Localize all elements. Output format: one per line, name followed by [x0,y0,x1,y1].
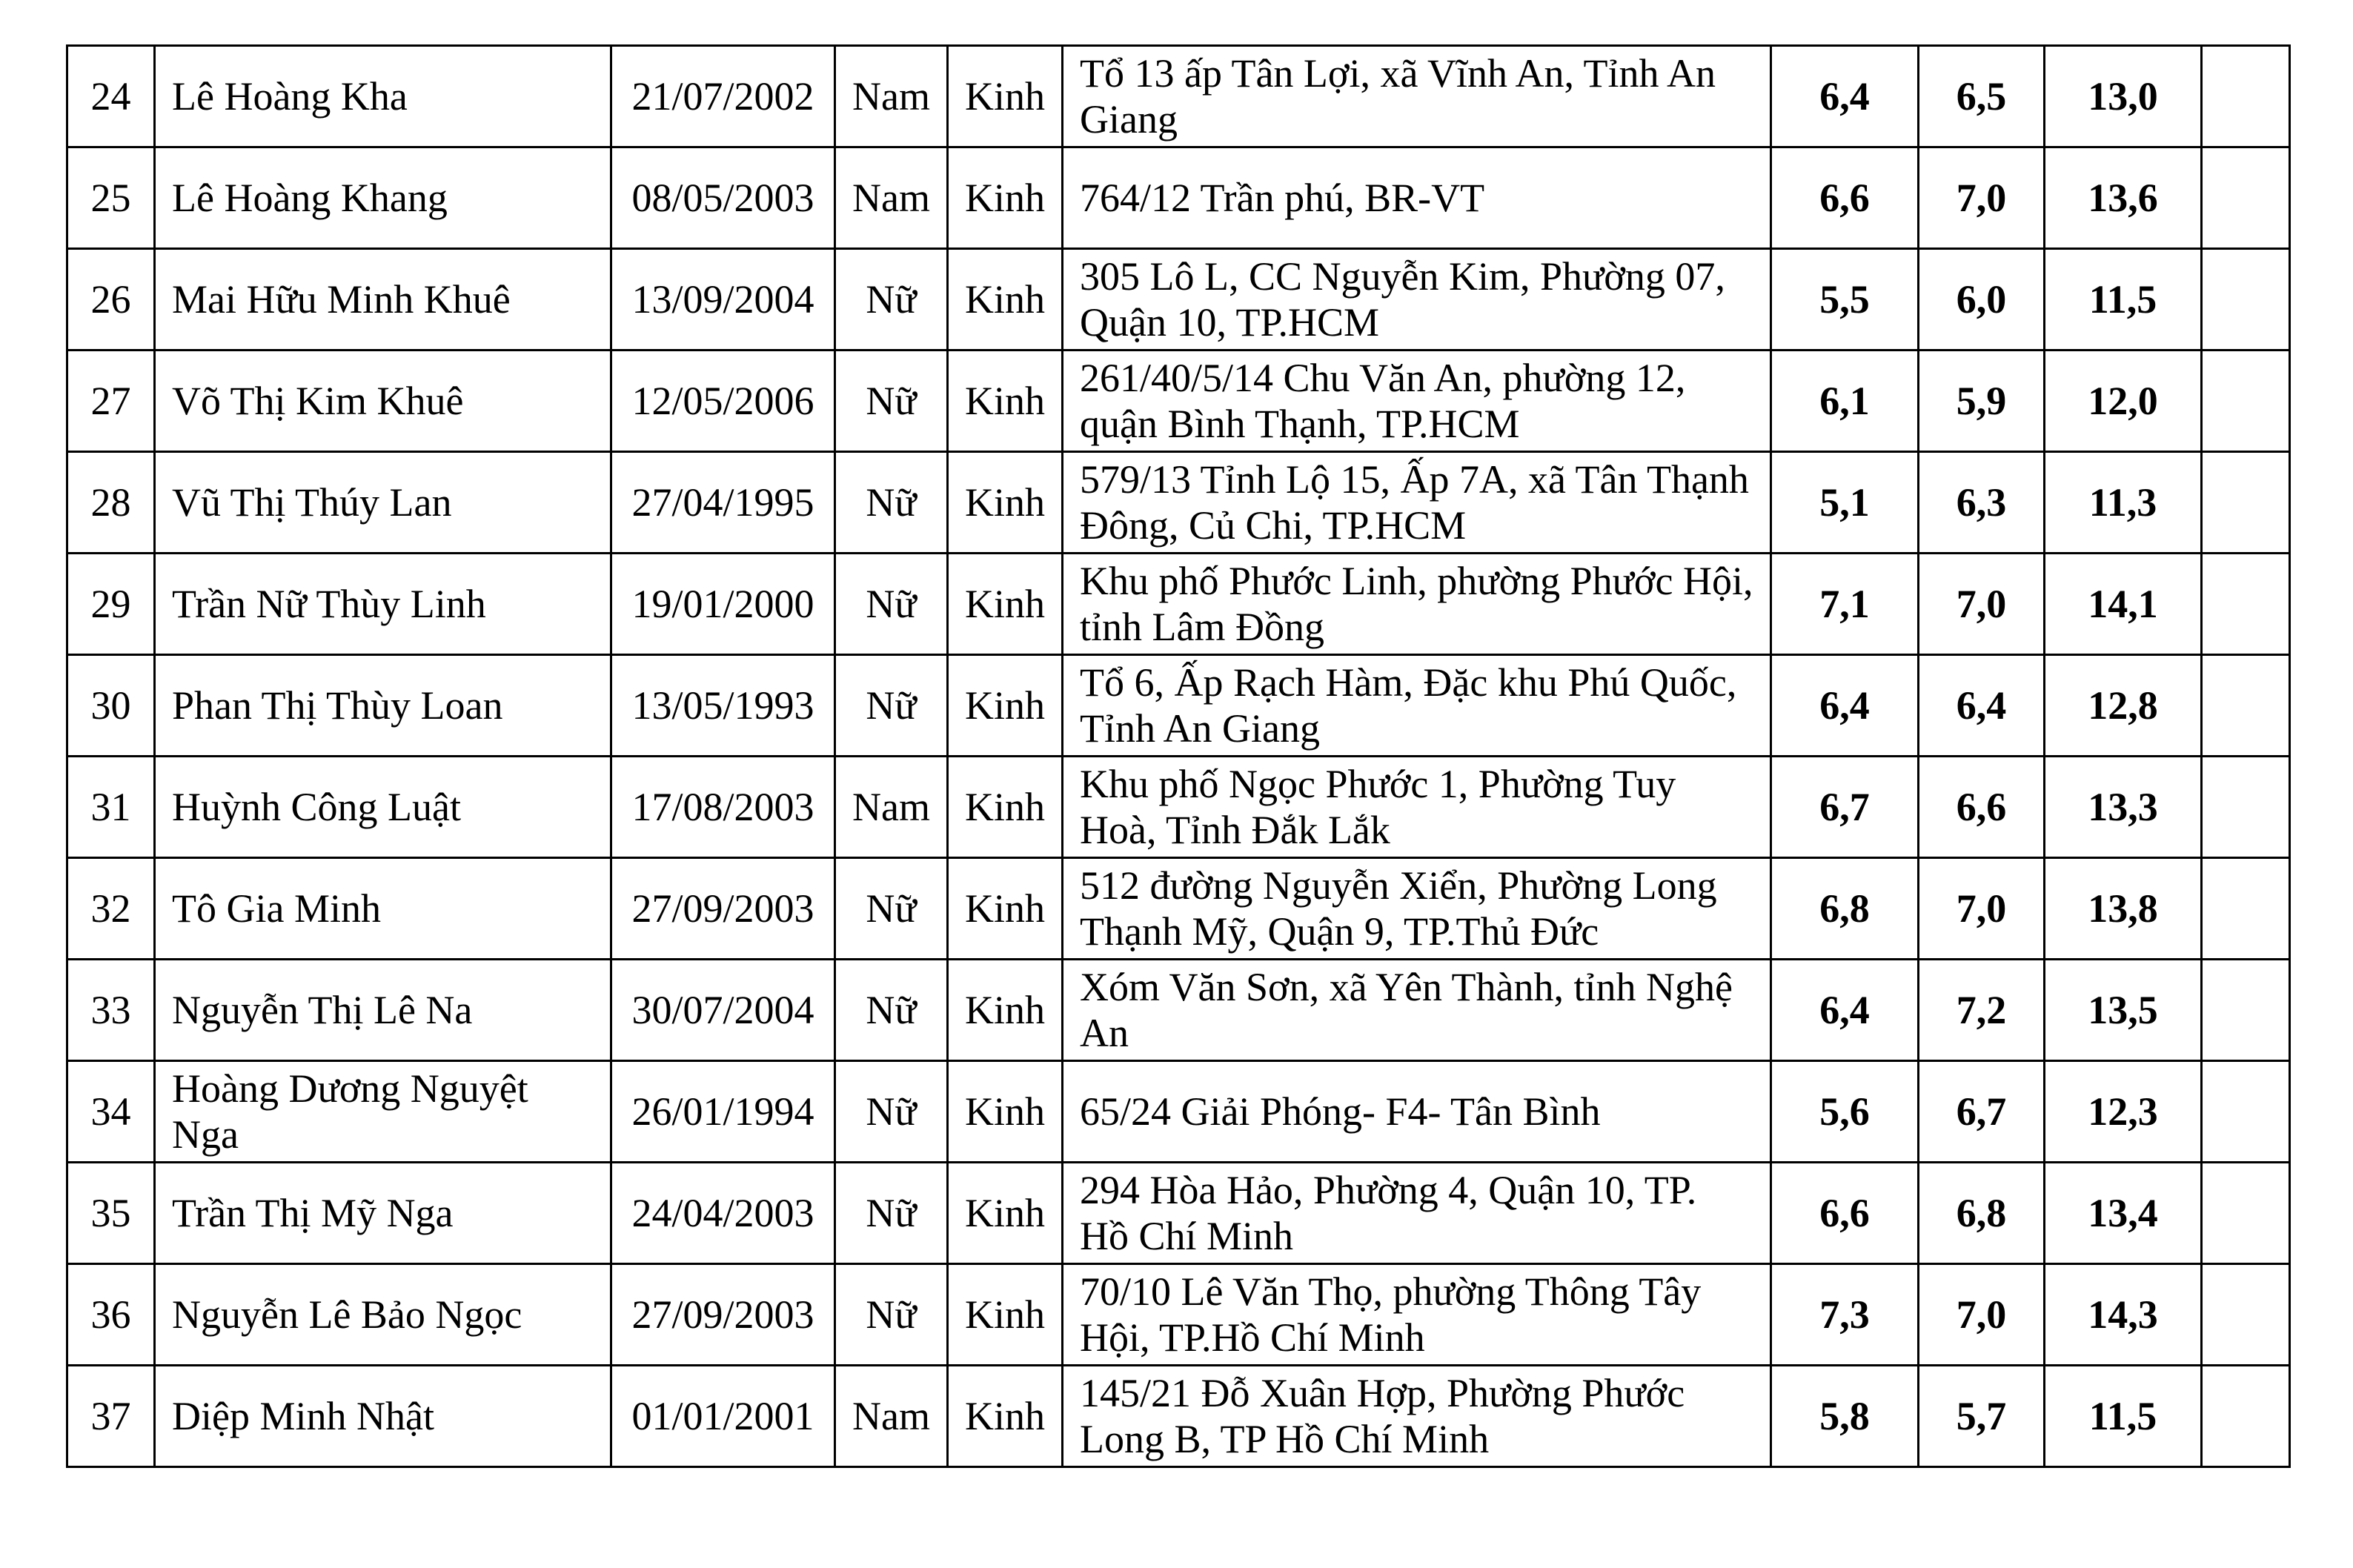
ethnicity: Kinh [948,960,1063,1061]
ethnicity: Kinh [948,1264,1063,1366]
candidate-name: Tô Gia Minh [155,858,611,960]
total-score: 13,5 [2045,960,2202,1061]
address: Khu phố Phước Linh, phường Phước Hội, tỉnh Lâm Đồng [1063,554,1771,655]
total-score: 13,8 [2045,858,2202,960]
score-1: 5,1 [1771,452,1919,554]
ethnicity: Kinh [948,452,1063,554]
address: Tổ 6, Ấp Rạch Hàm, Đặc khu Phú Quốc, Tỉnh An Giang [1063,655,1771,757]
results-table [66,44,2291,1468]
score-2: 5,7 [1919,1366,2045,1467]
note [2202,858,2290,960]
address: 512 đường Nguyễn Xiển, Phường Long Thạnh Mỹ, Quận 9, TP.Thủ Đức [1063,858,1771,960]
gender: Nữ [835,249,948,351]
address: Khu phố Ngọc Phước 1, Phường Tuy Hoà, Tỉnh Đắk Lắk [1063,757,1771,858]
score-2: 6,3 [1919,452,2045,554]
address: 764/12 Trần phú, BR-VT [1063,147,1771,249]
table-row [67,249,2290,351]
address: 70/10 Lê Văn Thọ, phường Thông Tây Hội, TP.Hồ Chí Minh [1063,1264,1771,1366]
note [2202,655,2290,757]
score-2: 7,0 [1919,858,2045,960]
score-2: 6,7 [1919,1061,2045,1163]
candidate-name: Lê Hoàng Kha [155,46,611,147]
gender: Nữ [835,554,948,655]
address: 305 Lô L, CC Nguyễn Kim, Phường 07, Quận 10, TP.HCM [1063,249,1771,351]
score-1: 5,5 [1771,249,1919,351]
row-number: 34 [67,1061,155,1163]
table-row [67,452,2290,554]
ethnicity: Kinh [948,1061,1063,1163]
candidate-name: Lê Hoàng Khang [155,147,611,249]
candidate-name: Nguyễn Thị Lê Na [155,960,611,1061]
row-number: 28 [67,452,155,554]
note [2202,960,2290,1061]
table-row [67,1061,2290,1163]
score-1: 6,7 [1771,757,1919,858]
candidate-name: Phan Thị Thùy Loan [155,655,611,757]
note [2202,554,2290,655]
score-2: 7,2 [1919,960,2045,1061]
address: 579/13 Tỉnh Lộ 15, Ấp 7A, xã Tân Thạnh Đông, Củ Chi, TP.HCM [1063,452,1771,554]
score-1: 6,6 [1771,1163,1919,1264]
score-1: 6,4 [1771,46,1919,147]
score-1: 6,8 [1771,858,1919,960]
score-2: 6,5 [1919,46,2045,147]
date-of-birth: 08/05/2003 [611,147,835,249]
total-score: 13,0 [2045,46,2202,147]
score-2: 5,9 [1919,351,2045,452]
total-score: 13,6 [2045,147,2202,249]
gender: Nữ [835,858,948,960]
table-row [67,46,2290,147]
ethnicity: Kinh [948,1163,1063,1264]
score-2: 6,0 [1919,249,2045,351]
note [2202,757,2290,858]
gender: Nữ [835,1163,948,1264]
total-score: 11,3 [2045,452,2202,554]
gender: Nam [835,757,948,858]
date-of-birth: 24/04/2003 [611,1163,835,1264]
ethnicity: Kinh [948,858,1063,960]
score-1: 6,1 [1771,351,1919,452]
total-score: 11,5 [2045,1366,2202,1467]
ethnicity: Kinh [948,757,1063,858]
total-score: 14,3 [2045,1264,2202,1366]
candidate-name: Trần Thị Mỹ Nga [155,1163,611,1264]
address: 145/21 Đỗ Xuân Hợp, Phường Phước Long B, TP Hồ Chí Minh [1063,1366,1771,1467]
date-of-birth: 26/01/1994 [611,1061,835,1163]
table-row [67,757,2290,858]
gender: Nữ [835,452,948,554]
ethnicity: Kinh [948,249,1063,351]
gender: Nữ [835,960,948,1061]
candidate-name: Vũ Thị Thúy Lan [155,452,611,554]
score-2: 7,0 [1919,147,2045,249]
gender: Nam [835,147,948,249]
gender: Nữ [835,1061,948,1163]
note [2202,351,2290,452]
score-2: 6,6 [1919,757,2045,858]
row-number: 31 [67,757,155,858]
row-number: 29 [67,554,155,655]
date-of-birth: 01/01/2001 [611,1366,835,1467]
total-score: 12,3 [2045,1061,2202,1163]
address: 65/24 Giải Phóng- F4- Tân Bình [1063,1061,1771,1163]
gender: Nam [835,46,948,147]
gender: Nam [835,1366,948,1467]
ethnicity: Kinh [948,554,1063,655]
note [2202,1366,2290,1467]
date-of-birth: 30/07/2004 [611,960,835,1061]
total-score: 12,8 [2045,655,2202,757]
total-score: 12,0 [2045,351,2202,452]
table-row [67,351,2290,452]
note [2202,1061,2290,1163]
candidate-name: Trần Nữ Thùy Linh [155,554,611,655]
row-number: 26 [67,249,155,351]
score-2: 7,0 [1919,554,2045,655]
date-of-birth: 21/07/2002 [611,46,835,147]
gender: Nữ [835,655,948,757]
row-number: 32 [67,858,155,960]
candidate-name: Võ Thị Kim Khuê [155,351,611,452]
date-of-birth: 27/09/2003 [611,1264,835,1366]
score-1: 5,8 [1771,1366,1919,1467]
row-number: 24 [67,46,155,147]
candidate-name: Hoàng Dương Nguyệt Nga [155,1061,611,1163]
row-number: 30 [67,655,155,757]
total-score: 14,1 [2045,554,2202,655]
row-number: 35 [67,1163,155,1264]
ethnicity: Kinh [948,351,1063,452]
address: Tổ 13 ấp Tân Lợi, xã Vĩnh An, Tỉnh An Giang [1063,46,1771,147]
note [2202,249,2290,351]
note [2202,46,2290,147]
note [2202,452,2290,554]
total-score: 13,3 [2045,757,2202,858]
note [2202,1163,2290,1264]
ethnicity: Kinh [948,655,1063,757]
table-body [67,46,2290,1467]
date-of-birth: 13/05/1993 [611,655,835,757]
score-1: 7,1 [1771,554,1919,655]
score-2: 6,4 [1919,655,2045,757]
date-of-birth: 27/09/2003 [611,858,835,960]
ethnicity: Kinh [948,46,1063,147]
address: Xóm Văn Sơn, xã Yên Thành, tỉnh Nghệ An [1063,960,1771,1061]
candidate-name: Diệp Minh Nhật [155,1366,611,1467]
score-1: 6,4 [1771,960,1919,1061]
ethnicity: Kinh [948,147,1063,249]
note [2202,147,2290,249]
table-row [67,147,2290,249]
address: 294 Hòa Hảo, Phường 4, Quận 10, TP. Hồ Chí Minh [1063,1163,1771,1264]
total-score: 11,5 [2045,249,2202,351]
date-of-birth: 17/08/2003 [611,757,835,858]
score-1: 7,3 [1771,1264,1919,1366]
date-of-birth: 13/09/2004 [611,249,835,351]
gender: Nữ [835,1264,948,1366]
date-of-birth: 27/04/1995 [611,452,835,554]
table-row [67,1366,2290,1467]
table-row [67,554,2290,655]
score-2: 7,0 [1919,1264,2045,1366]
score-1: 6,6 [1771,147,1919,249]
table-row [67,1264,2290,1366]
gender: Nữ [835,351,948,452]
table-row [67,1163,2290,1264]
score-1: 5,6 [1771,1061,1919,1163]
row-number: 37 [67,1366,155,1467]
note [2202,1264,2290,1366]
table-row [67,960,2290,1061]
date-of-birth: 19/01/2000 [611,554,835,655]
total-score: 13,4 [2045,1163,2202,1264]
ethnicity: Kinh [948,1366,1063,1467]
table-row [67,655,2290,757]
date-of-birth: 12/05/2006 [611,351,835,452]
row-number: 33 [67,960,155,1061]
candidate-name: Huỳnh Công Luật [155,757,611,858]
candidate-name: Mai Hữu Minh Khuê [155,249,611,351]
row-number: 27 [67,351,155,452]
row-number: 25 [67,147,155,249]
row-number: 36 [67,1264,155,1366]
table-row [67,858,2290,960]
score-1: 6,4 [1771,655,1919,757]
score-2: 6,8 [1919,1163,2045,1264]
address: 261/40/5/14 Chu Văn An, phường 12, quận Bình Thạnh, TP.HCM [1063,351,1771,452]
candidate-name: Nguyễn Lê Bảo Ngọc [155,1264,611,1366]
